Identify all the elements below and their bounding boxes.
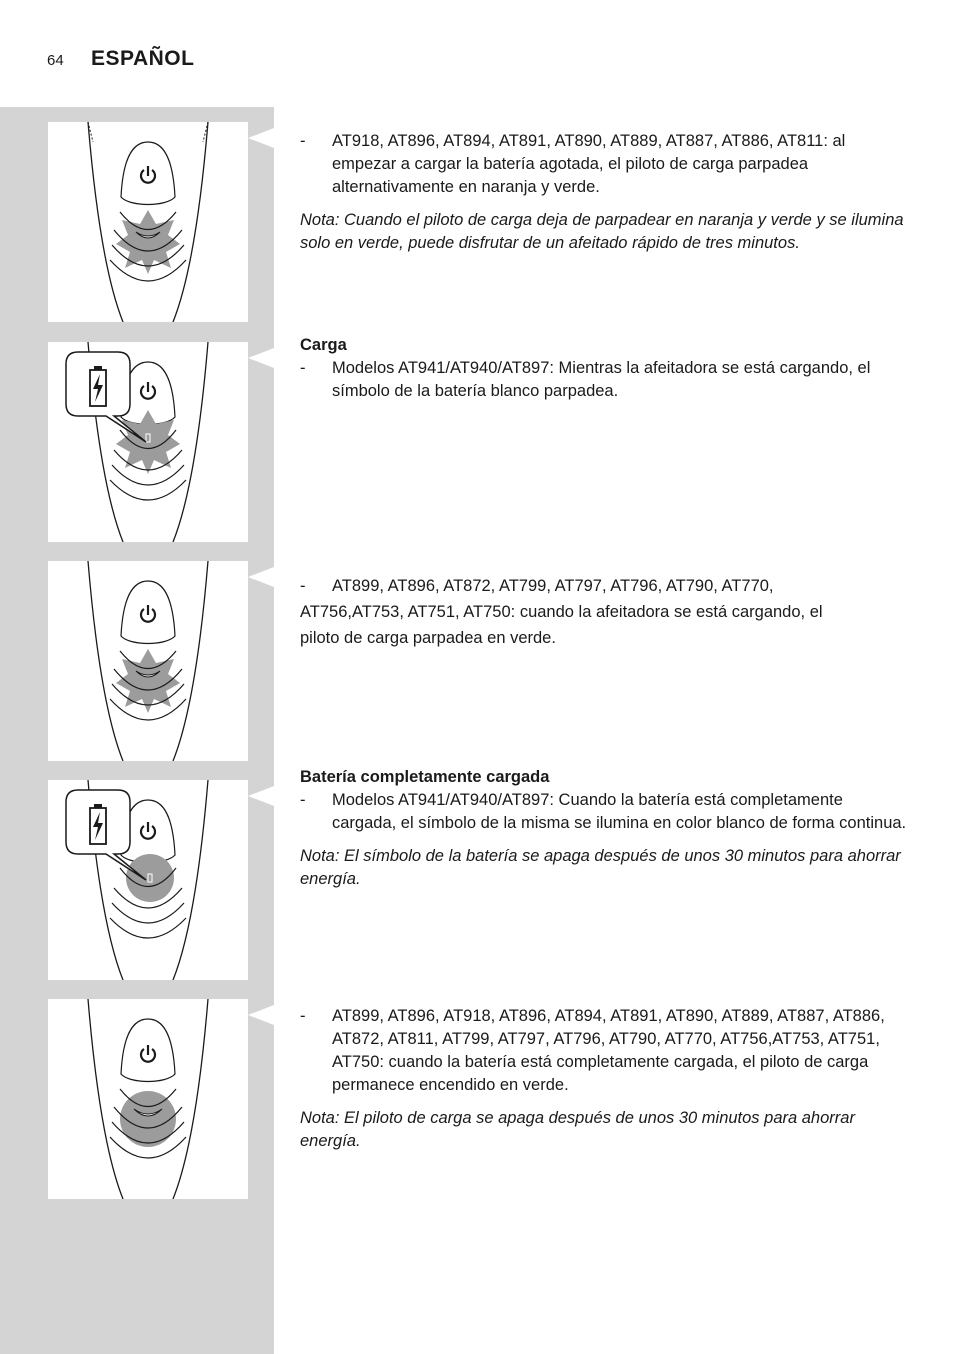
power-icon xyxy=(141,822,155,839)
figure-pointer xyxy=(248,128,274,148)
note-text: Nota: El piloto de carga se apaga después de unos 30 minutos para ahorrar energía. xyxy=(300,1109,855,1150)
bullet-item xyxy=(300,1005,910,1097)
figure-shaver-3 xyxy=(48,561,248,761)
bullet-dash: - xyxy=(300,577,306,595)
text-section-5 xyxy=(300,1005,910,1153)
section-title: ESPAÑOL xyxy=(91,47,195,70)
figure-shaver-4 xyxy=(48,780,248,980)
figure-pointer xyxy=(248,786,274,806)
power-icon xyxy=(141,166,155,183)
figure-pointer xyxy=(248,348,274,368)
bullet-item xyxy=(300,573,910,599)
power-icon xyxy=(141,382,155,399)
text-section-1 xyxy=(300,130,910,255)
bullet-item xyxy=(300,357,910,403)
bullet-dash: - xyxy=(300,359,306,377)
bullet-dash: - xyxy=(300,1007,306,1025)
figure-pointer xyxy=(248,567,274,587)
figure-shaver-2 xyxy=(48,342,248,542)
bullet-item xyxy=(300,130,910,199)
figure-pointer xyxy=(248,1005,274,1025)
bullet-text: Modelos AT941/AT940/AT897: Cuando la batería está completamente cargada, el símbolo de la misma se ilumina en color blanco de forma continua. xyxy=(332,791,907,832)
solid-light-icon xyxy=(120,1091,176,1147)
text-section-4 xyxy=(300,766,910,891)
bullet-text: AT918, AT896, AT894, AT891, AT890, AT889, AT887, AT886, AT811: al empezar a cargar la batería agotada, el piloto de carga parpadea alternativamente en naranja y verde. xyxy=(332,132,846,196)
bullet-text: Modelos AT941/AT940/AT897: Mientras la afeitadora se está cargando, el símbolo de la batería blanco parpadea. xyxy=(332,359,871,400)
bullet-item xyxy=(300,789,910,835)
note-text: Nota: El símbolo de la batería se apaga después de unos 30 minutos para ahorrar energía. xyxy=(300,847,901,888)
figure-shaver-1 xyxy=(48,122,248,322)
power-icon xyxy=(141,605,155,622)
bullet-text: AT899, AT896, AT918, AT896, AT894, AT891, AT890, AT889, AT887, AT886, AT872, AT811, AT799, AT797, AT796, AT790, AT770, AT756,AT753, AT751, AT750: cuando la batería está completamente cargada, el piloto de carga permanece encendido en verde. xyxy=(332,1007,885,1094)
section-heading: Batería completamente cargada xyxy=(300,768,550,786)
continuation-text: AT756,AT753, AT751, AT750: cuando la afeitadora se está cargando, el piloto de carga parpadea en verde. xyxy=(300,603,823,647)
bullet-dash: - xyxy=(300,791,306,809)
section-heading: Carga xyxy=(300,336,347,354)
note-text: Nota: Cuando el piloto de carga deja de parpadear en naranja y verde y se ilumina solo en verde, puede disfrutar de un afeitado rápido de tres minutos. xyxy=(300,211,904,252)
page-number: 64 xyxy=(47,52,64,69)
bullet-dash: - xyxy=(300,132,306,150)
figure-shaver-5 xyxy=(48,999,248,1199)
text-section-3 xyxy=(300,573,910,651)
power-icon xyxy=(141,1045,155,1062)
text-section-2 xyxy=(300,334,910,403)
bullet-text: AT899, AT896, AT872, AT799, AT797, AT796, AT790, AT770, xyxy=(332,577,774,595)
